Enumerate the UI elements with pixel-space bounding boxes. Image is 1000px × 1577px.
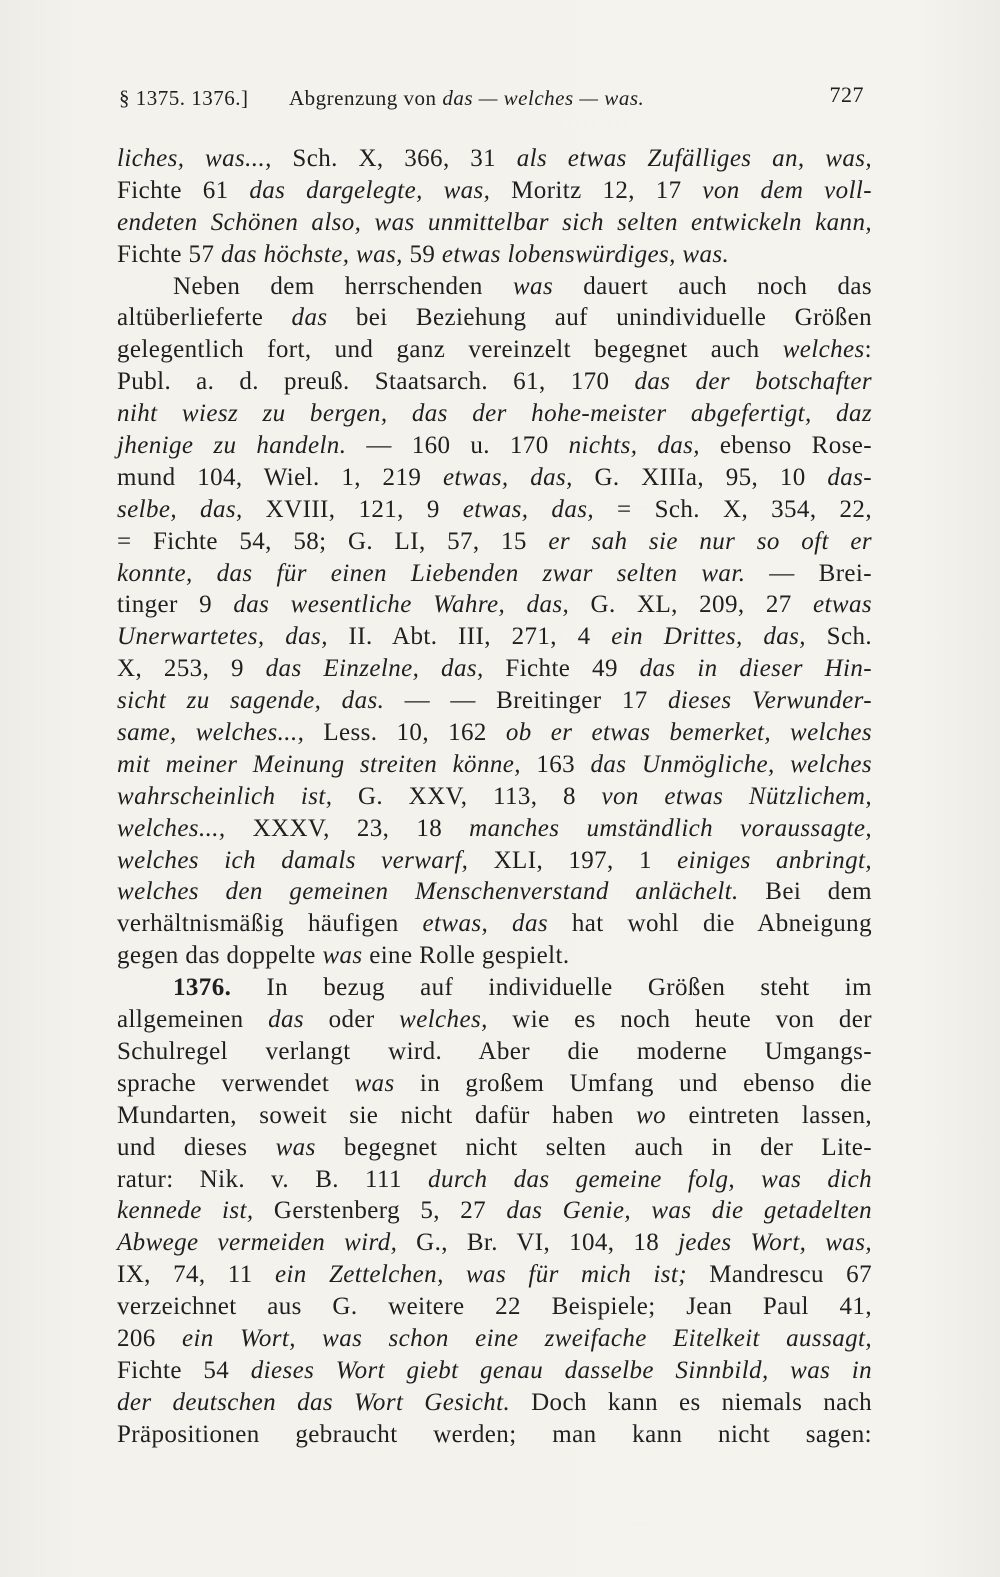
text-line: Fichte 54 dieses Wort giebt genau dasselbe Sinnbild, was in: [117, 1356, 872, 1384]
text-line: welches den gemeinen Menschenverstand anlächelt. Bei dem: [117, 878, 872, 906]
text-line: konnte, das für einen Liebenden zwar selten war. — Brei-: [117, 559, 872, 587]
text-line: verzeichnet aus G. weitere 22 Beispiele; Jean Paul 41,: [117, 1293, 872, 1321]
running-title-italic: das — welches — was.: [442, 86, 645, 110]
text-line: niht wiesz zu bergen, das der hohe-meister abgefertigt, daz: [117, 400, 872, 428]
text-line: Mundarten, soweit sie nicht dafür haben wo eintreten lassen,: [117, 1101, 872, 1129]
text-line: Publ. a. d. preuß. Staatsarch. 61, 170 das der botschafter: [117, 368, 872, 396]
text-line: selbe, das, XVIII, 121, 9 etwas, das, = Sch. X, 354, 22,: [117, 495, 872, 523]
text-line: welches ich damals verwarf, XLI, 197, 1 einiges anbringt,: [117, 846, 872, 874]
text-line: IX, 74, 11 ein Zettelchen, was für mich ist; Mandrescu 67: [117, 1261, 872, 1289]
text-line: = Fichte 54, 58; G. LI, 57, 15 er sah sie nur so oft er: [117, 527, 872, 555]
text-line: 206 ein Wort, was schon eine zweifache Eitelkeit aussagt,: [117, 1324, 872, 1352]
running-title-plain: Abgrenzung von: [289, 86, 437, 110]
text-line: Präpositionen gebraucht werden; man kann nicht sagen:: [117, 1420, 872, 1448]
text-line: X, 253, 9 das Einzelne, das, Fichte 49 das in dieser Hin-: [117, 655, 873, 683]
text-line: ratur: Nik. v. B. 111 durch das gemeine folg, was dich: [117, 1165, 872, 1193]
page-number: 727: [829, 82, 864, 107]
text-line: same, welches..., Less. 10, 162 ob er etwas bemerket, welches: [117, 719, 872, 747]
text-line: Abwege vermeiden wird, G., Br. VI, 104, 18 jedes Wort, was,: [117, 1229, 872, 1257]
text-line: liches, was..., Sch. X, 366, 31 als etwas Zufälliges an, was,: [117, 145, 872, 172]
text-line: altüberlieferte das bei Beziehung auf unindividuelle Größen: [117, 304, 872, 332]
text-line: Fichte 57 das höchste, was, 59 etwas lobenswürdiges, was.: [117, 240, 730, 268]
text-line: welches..., XXXV, 23, 18 manches umständlich voraussagte,: [117, 814, 872, 842]
body-text: [117, 143, 872, 1451]
text-line: Fichte 61 das dargelegte, was, Moritz 12, 17 von dem voll-: [117, 176, 872, 204]
text-line: kennede ist, Gerstenberg 5, 27 das Genie, was die getadelten: [117, 1197, 873, 1225]
text-line: gelegentlich fort, und ganz vereinzelt begegnet auch welches:: [117, 336, 872, 364]
text-line: sprache verwendet was in großem Umfang und ebenso die: [117, 1069, 872, 1097]
text-line: gegen das doppelte was eine Rolle gespielt.: [117, 942, 570, 970]
text-line: verhältnismäßig häufigen etwas, das hat wohl die Abneigung: [117, 910, 872, 938]
text-line: Neben dem herrschenden was dauert auch noch das: [173, 272, 872, 300]
text-line: Schulregel verlangt wird. Aber die moderne Umgangs-: [117, 1037, 872, 1065]
text-line: endeten Schönen also, was unmittelbar sich selten entwickeln kann,: [117, 208, 872, 236]
text-line: der deutschen das Wort Gesicht. Doch kann es niemals nach: [117, 1388, 872, 1416]
text-line: und dieses was begegnet nicht selten auch in der Lite-: [117, 1133, 872, 1161]
text-line: sicht zu sagende, das. — — Breitinger 17 dieses Verwunder-: [117, 687, 872, 715]
text-line: allgemeinen das oder welches, wie es noch heute von der: [117, 1006, 873, 1034]
text-line: wahrscheinlich ist, G. XXV, 113, 8 von etwas Nützlichem,: [117, 782, 873, 810]
text-line: jhenige zu handeln. — 160 u. 170 nichts, das, ebenso Rose-: [117, 432, 872, 460]
text-line: mit meiner Meinung streiten könne, 163 das Unmögliche, welches: [117, 750, 873, 778]
running-header: [119, 80, 864, 114]
section-reference: § 1375. 1376.]: [119, 86, 249, 110]
text-line: mund 104, Wiel. 1, 219 etwas, das, G. XIIIa, 95, 10 das-: [117, 463, 872, 491]
running-title: [289, 86, 644, 111]
text-line: tinger 9 das wesentliche Wahre, das, G. XL, 209, 27 etwas: [117, 591, 872, 619]
text-line: 1376. In bezug auf individuelle Größen steht im: [173, 974, 872, 1002]
text-line: Unerwartetes, das, II. Abt. III, 271, 4 ein Drittes, das, Sch.: [117, 623, 873, 651]
